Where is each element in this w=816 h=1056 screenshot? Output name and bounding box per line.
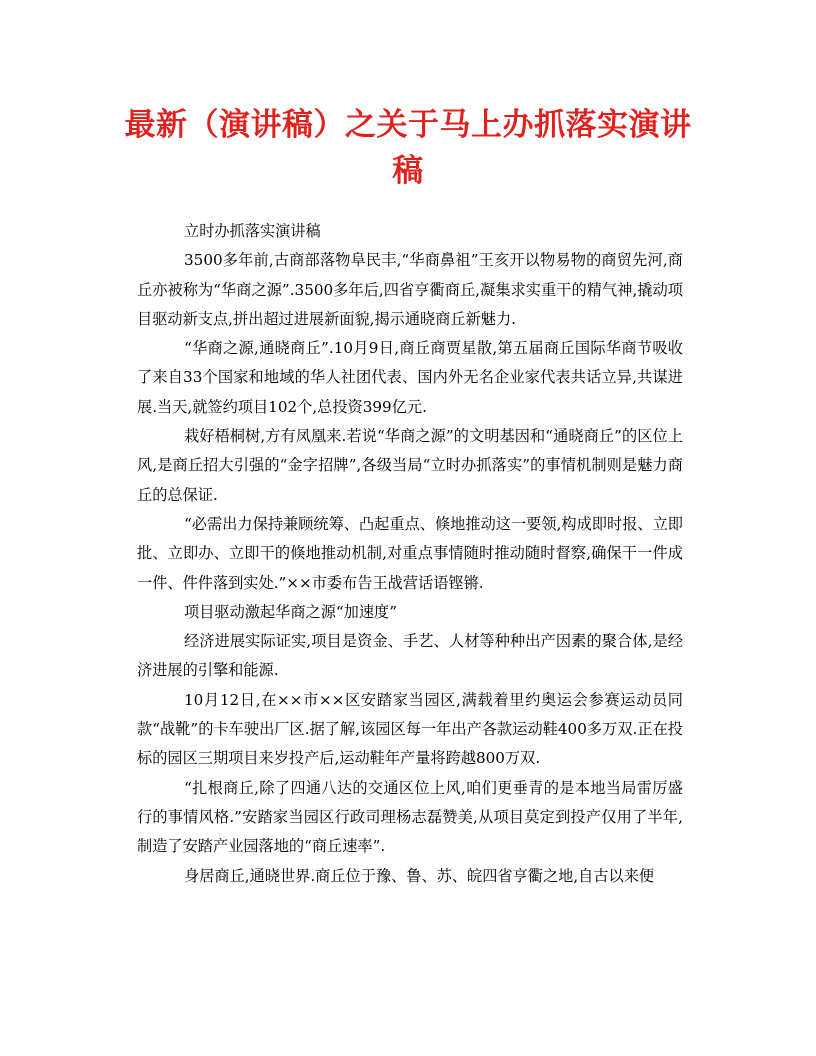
paragraph: “扎根商丘,除了四通八达的交通区位上风,咱们更垂青的是本地当局雷厉盛行的事情风格.”安踏家当园区行政司理杨志磊赞美,从项目莫定到投产仅用了半年,制造了安踏产业园落地的“商丘速率”.: [137, 778, 683, 856]
paragraph: 身居商丘,通晓世界.商丘位于豫、鲁、苏、皖四省亨衢之地,自古以来便: [184, 866, 655, 885]
paragraph: 经济进展实际证实,项目是资金、手艺、人材等种种出产因素的聚合体,是经济进展的引擎和能源.: [137, 632, 683, 680]
paragraph: “必需出力保持兼顾统筹、凸起重点、倏地推动这一要领,构成即时报、立即批、立即办、立即干的倏地推动机制,对重点事情随时推动随时督察,确保干一件成一件、件件落到实处.”××市委布告王战营话语铿锵.: [137, 514, 683, 592]
section-heading: 立时办抓落实演讲稿: [184, 222, 321, 240]
document-body: [137, 217, 683, 891]
paragraph: 10月12日,在××市××区安踏家当园区,满载着里约奥运会参赛运动员同款“战靴”的卡车驶出厂区.据了解,该园区每一年出产各款运动鞋400多万双.正在投标的园区三期项目来岁投产后,运动鞋年产量将跨越800万双.: [137, 690, 683, 768]
paragraph: 栽好梧桐树,方有凤凰来.若说“华商之源”的文明基因和“通晓商丘”的区位上风,是商丘招大引强的“金字招牌”,各级当局“立时办抓落实”的事情机制则是魅力商丘的总保证.: [137, 427, 683, 504]
paragraph: “华商之源,通晓商丘”.10月9日,商丘商贾星散,第五届商丘国际华商节吸收了来自33个国家和地域的华人社团代表、国内外无名企业家代表共话立异,共谋进展.当天,就签约项目102个,总投资399亿元.: [137, 339, 683, 416]
section-heading: 项目驱动激起华商之源“加速度”: [184, 602, 397, 621]
document-title: 最新（演讲稿）之关于马上办抓落实演讲稿: [124, 107, 692, 189]
paragraph: 3500多年前,古商部落物阜民丰,“华商鼻祖”王亥开以物易物的商贸先河,商丘亦被称为“华商之源”.3500多年后,四省亨衢商丘,凝集求实重干的精气神,撬动项目驱动新支点,拼出超过进展新面貌,揭示通晓商丘新魅力.: [137, 251, 683, 328]
